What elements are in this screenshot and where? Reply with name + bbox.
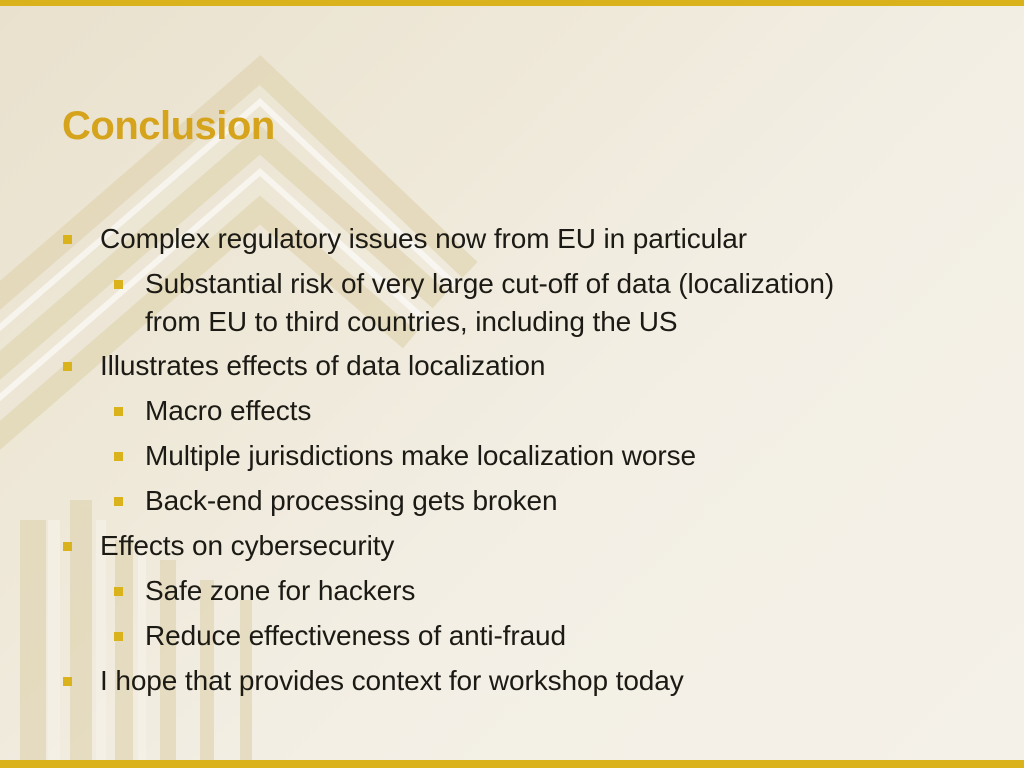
square-bullet-icon — [114, 497, 123, 506]
sub-bullet-item — [145, 437, 945, 475]
top-accent-bar — [0, 0, 1024, 6]
bullet-text: Substantial risk of very large cut-off of data (localization) — [145, 268, 835, 299]
bullet-text: Safe zone for hackers — [145, 575, 416, 606]
bullet-text: I hope that provides context for workshop today — [100, 665, 684, 696]
bullet-item — [100, 662, 684, 700]
sub-bullet-item — [145, 265, 945, 341]
square-bullet-icon — [63, 235, 72, 244]
bullet-text: Back-end processing gets broken — [145, 485, 558, 516]
bullet-text: Effects on cybersecurity — [100, 530, 395, 561]
square-bullet-icon — [114, 280, 123, 289]
bullet-text: Complex regulatory issues now from EU in particular — [100, 223, 747, 254]
bullet-text-continuation: from EU to third countries, including the US — [145, 306, 678, 337]
square-bullet-icon — [114, 587, 123, 596]
square-bullet-icon — [63, 542, 72, 551]
sub-bullet-item — [145, 572, 945, 610]
bullet-item — [100, 347, 545, 385]
square-bullet-icon — [114, 632, 123, 641]
square-bullet-icon — [114, 452, 123, 461]
bullet-text: Reduce effectiveness of anti-fraud — [145, 620, 567, 651]
bullet-text: Multiple jurisdictions make localization worse — [145, 440, 696, 471]
square-bullet-icon — [114, 407, 123, 416]
square-bullet-icon — [63, 362, 72, 371]
sub-bullet-item — [145, 482, 945, 520]
bullet-item — [100, 220, 747, 258]
slide-title: Conclusion — [62, 104, 275, 148]
square-bullet-icon — [63, 677, 72, 686]
sub-bullet-item — [145, 392, 945, 430]
sub-bullet-item — [145, 617, 945, 655]
bullet-text: Illustrates effects of data localization — [100, 350, 546, 381]
bottom-accent-bar — [0, 760, 1024, 768]
bullet-item — [100, 527, 394, 565]
bullet-text: Macro effects — [145, 395, 312, 426]
